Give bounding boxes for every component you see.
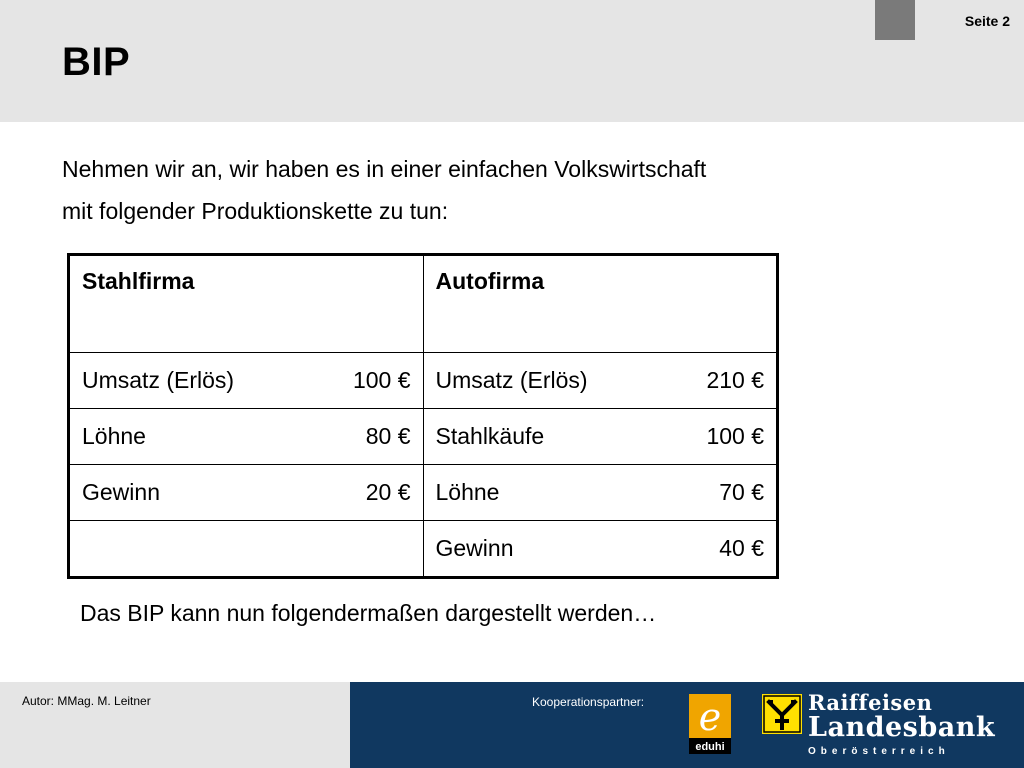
production-chain-table — [67, 253, 779, 579]
table-cell — [423, 409, 778, 465]
footer-author-area — [0, 682, 350, 768]
cell-label: Umsatz (Erlös) — [435, 367, 588, 393]
header-decoration — [875, 0, 915, 40]
table-row — [69, 409, 778, 465]
table-cell — [69, 409, 424, 465]
intro-line-1: Nehmen wir an, wir haben es in einer einfachen Volkswirtschaft — [62, 156, 707, 182]
cell-label: Gewinn — [82, 479, 160, 505]
cell-value: 20 € — [365, 479, 411, 505]
cell-label: Gewinn — [435, 535, 514, 561]
cell-label: Löhne — [435, 479, 500, 505]
table-cell — [69, 465, 424, 521]
intro-text — [62, 148, 942, 232]
page-number: Seite 2 — [964, 13, 1010, 29]
cell-value: 70 € — [719, 479, 764, 505]
table-cell — [69, 521, 424, 578]
raiffeisen-wordmark — [808, 692, 995, 757]
raiffeisen-line-3: Oberösterreich — [808, 746, 950, 757]
slide-header — [0, 0, 1024, 122]
cell-label: Löhne — [82, 423, 146, 449]
intro-line-2: mit folgender Produktionskette zu tun: — [62, 198, 449, 224]
eduhi-logo[interactable] — [689, 694, 731, 754]
raiffeisen-line-1: Raiffeisen — [808, 690, 933, 715]
table-row — [69, 465, 778, 521]
footer-partners-area — [350, 682, 1024, 768]
cell-value: 100 € — [706, 423, 764, 449]
cell-label: Umsatz (Erlös) — [82, 367, 235, 393]
table-row — [69, 521, 778, 578]
table-row — [69, 353, 778, 409]
author-label: Autor: MMag. M. Leitner — [22, 694, 151, 708]
cell-value: 40 € — [719, 535, 764, 561]
cell-value: 80 € — [365, 423, 411, 449]
conclusion-text: Das BIP kann nun folgendermaßen dargestellt werden… — [80, 600, 657, 626]
table-cell — [423, 521, 778, 578]
raiffeisen-gable-cross-icon[interactable] — [762, 694, 802, 734]
eduhi-logo-name: eduhi — [695, 741, 725, 753]
eduhi-logo-letter: e — [698, 695, 722, 739]
partners-label: Kooperationspartner: — [532, 695, 645, 709]
cell-label: Stahlkäufe — [435, 423, 545, 449]
header-autofirma: Autofirma — [423, 255, 778, 353]
raiffeisen-line-2: Landesbank — [808, 712, 996, 743]
slide-title: BIP — [62, 40, 131, 84]
table-cell — [69, 353, 424, 409]
header-stahlfirma: Stahlfirma — [69, 255, 424, 353]
table-cell — [423, 353, 778, 409]
table-header-row — [69, 255, 778, 353]
table-cell — [423, 465, 778, 521]
cell-value: 100 € — [352, 367, 411, 393]
cell-value: 210 € — [706, 367, 764, 393]
